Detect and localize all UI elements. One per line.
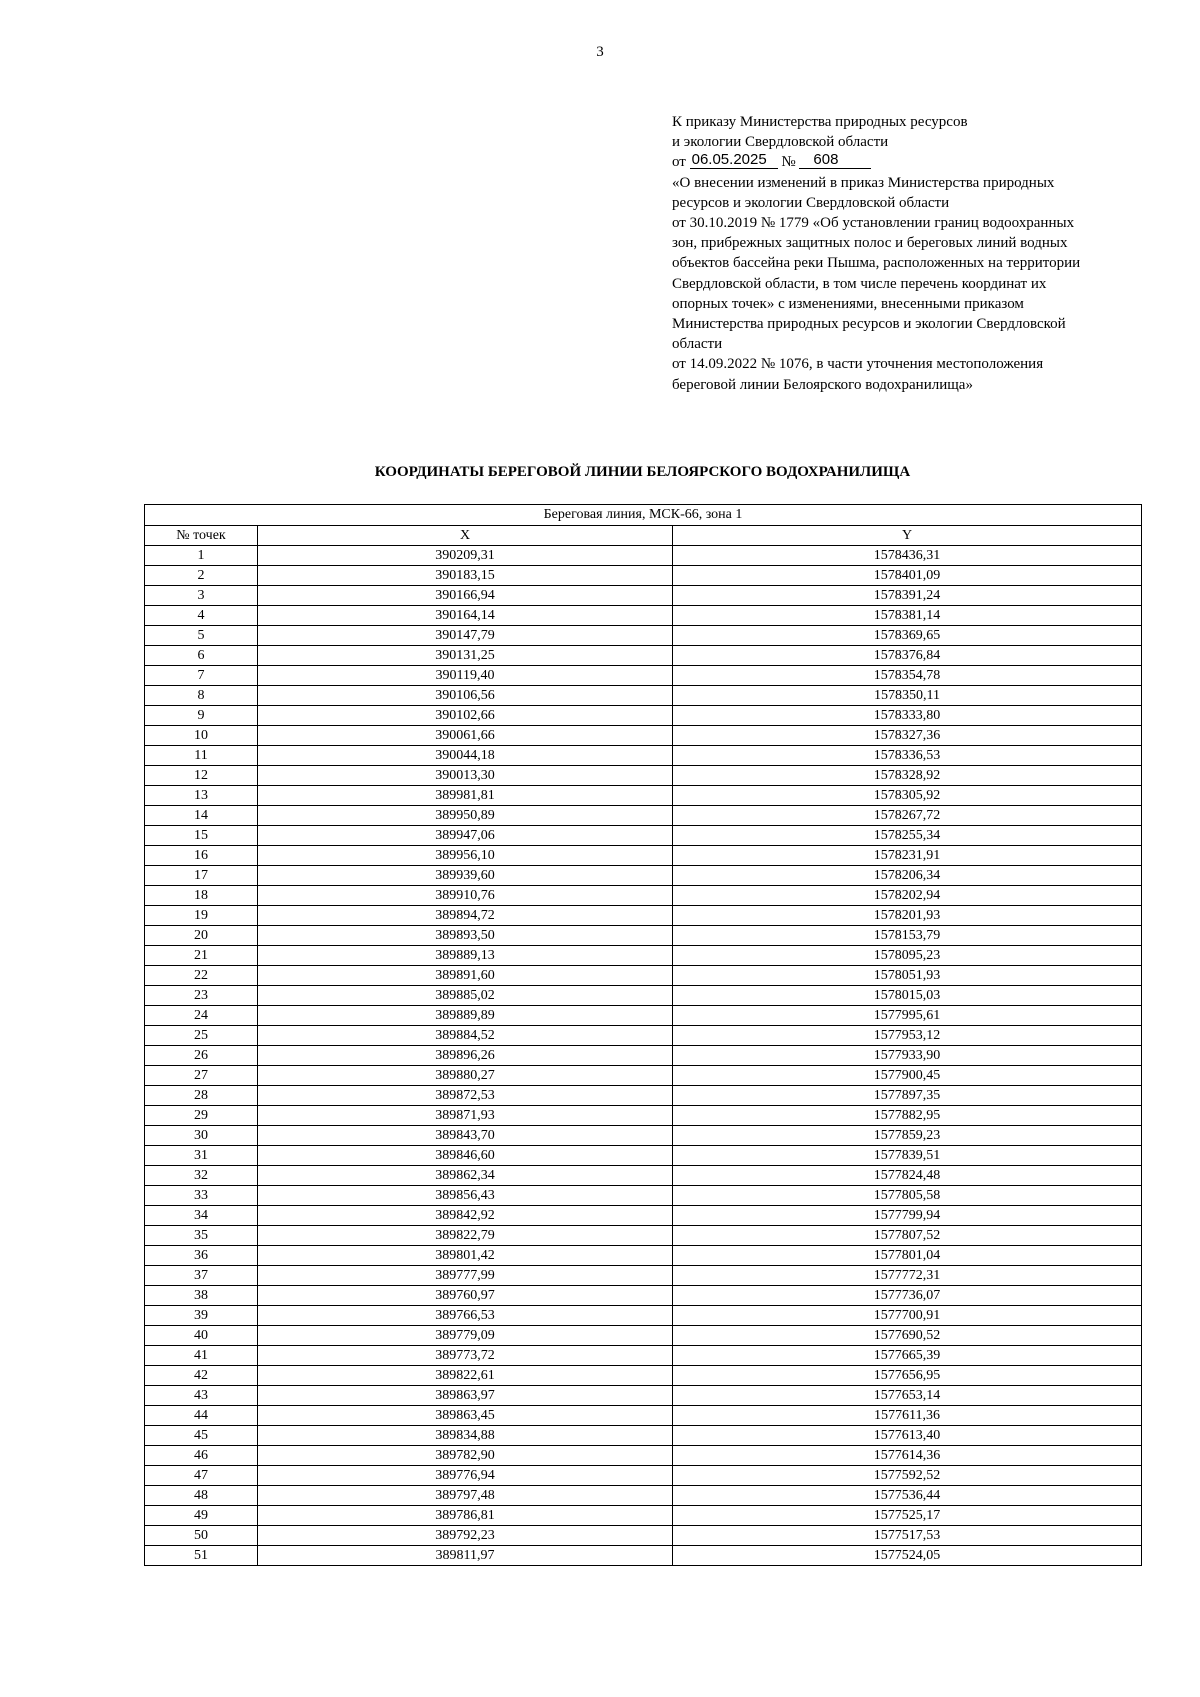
x-coordinate-cell: 389846,60 (258, 1146, 673, 1166)
x-coordinate-cell: 389856,43 (258, 1186, 673, 1206)
table-row (145, 1246, 1142, 1266)
y-coordinate-cell: 1578051,93 (673, 966, 1142, 986)
x-coordinate-cell: 390119,40 (258, 666, 673, 686)
y-coordinate-cell: 1577805,58 (673, 1186, 1142, 1206)
table-body (145, 546, 1142, 1566)
point-number-cell: 48 (145, 1486, 258, 1506)
table-row (145, 1386, 1142, 1406)
point-number-cell: 45 (145, 1426, 258, 1446)
order-date-number-line (672, 152, 1132, 172)
x-coordinate-cell: 389776,94 (258, 1466, 673, 1486)
order-title-line: от 30.10.2019 № 1779 «Об установлении границ водоохранных (672, 215, 1075, 232)
point-number-cell: 10 (145, 726, 258, 746)
x-coordinate-cell: 390164,14 (258, 606, 673, 626)
y-coordinate-cell: 1578336,53 (673, 746, 1142, 766)
table-row (145, 646, 1142, 666)
table-row (145, 1066, 1142, 1086)
x-coordinate-cell: 389792,23 (258, 1526, 673, 1546)
y-coordinate-cell: 1578327,36 (673, 726, 1142, 746)
table-row (145, 1226, 1142, 1246)
table-row (145, 1486, 1142, 1506)
x-coordinate-cell: 389843,70 (258, 1126, 673, 1146)
point-number-cell: 21 (145, 946, 258, 966)
table-row (145, 1506, 1142, 1526)
x-coordinate-cell: 389871,93 (258, 1106, 673, 1126)
point-number-cell: 41 (145, 1346, 258, 1366)
point-number-cell: 9 (145, 706, 258, 726)
y-coordinate-cell: 1578255,34 (673, 826, 1142, 846)
x-coordinate-cell: 389811,97 (258, 1546, 673, 1566)
table-row (145, 926, 1142, 946)
order-reference-line: и экологии Свердловской области (672, 134, 889, 151)
point-number-cell: 2 (145, 566, 258, 586)
y-coordinate-cell: 1578391,24 (673, 586, 1142, 606)
x-coordinate-cell: 389947,06 (258, 826, 673, 846)
table-row (145, 1186, 1142, 1206)
point-number-cell: 6 (145, 646, 258, 666)
x-coordinate-cell: 389863,45 (258, 1406, 673, 1426)
table-row (145, 1466, 1142, 1486)
y-coordinate-cell: 1578305,92 (673, 786, 1142, 806)
point-number-cell: 4 (145, 606, 258, 626)
point-number-cell: 8 (145, 686, 258, 706)
x-coordinate-cell: 389822,61 (258, 1366, 673, 1386)
point-number-cell: 26 (145, 1046, 258, 1066)
table-row (145, 826, 1142, 846)
y-coordinate-cell: 1577799,94 (673, 1206, 1142, 1226)
document-title: КООРДИНАТЫ БЕРЕГОВОЙ ЛИНИИ БЕЛОЯРСКОГО ВОДОХРАНИЛИЩА (374, 464, 911, 480)
column-header-x: X (258, 526, 673, 546)
point-number-cell: 30 (145, 1126, 258, 1146)
x-coordinate-cell: 389894,72 (258, 906, 673, 926)
table-row (145, 1306, 1142, 1326)
table-row (145, 1086, 1142, 1106)
point-number-cell: 49 (145, 1506, 258, 1526)
x-coordinate-cell: 389981,81 (258, 786, 673, 806)
y-coordinate-cell: 1578369,65 (673, 626, 1142, 646)
table-row (145, 966, 1142, 986)
order-date: 06.05.2025 (690, 152, 778, 169)
table-row (145, 1526, 1142, 1546)
table-row (145, 946, 1142, 966)
x-coordinate-cell: 389950,89 (258, 806, 673, 826)
point-number-cell: 42 (145, 1366, 258, 1386)
y-coordinate-cell: 1577690,52 (673, 1326, 1142, 1346)
x-coordinate-cell: 389885,02 (258, 986, 673, 1006)
point-number-cell: 3 (145, 586, 258, 606)
x-coordinate-cell: 389891,60 (258, 966, 673, 986)
point-number-cell: 40 (145, 1326, 258, 1346)
y-coordinate-cell: 1577897,35 (673, 1086, 1142, 1106)
point-number-cell: 39 (145, 1306, 258, 1326)
x-coordinate-cell: 390147,79 (258, 626, 673, 646)
x-coordinate-cell: 389956,10 (258, 846, 673, 866)
y-coordinate-cell: 1577736,07 (673, 1286, 1142, 1306)
y-coordinate-cell: 1578381,14 (673, 606, 1142, 626)
order-title-line: береговой линии Белоярского водохранилища» (672, 376, 973, 393)
table-row (145, 806, 1142, 826)
y-coordinate-cell: 1578095,23 (673, 946, 1142, 966)
x-coordinate-cell: 389872,53 (258, 1086, 673, 1106)
from-prefix: от (672, 154, 686, 171)
point-number-cell: 1 (145, 546, 258, 566)
y-coordinate-cell: 1577801,04 (673, 1246, 1142, 1266)
x-coordinate-cell: 389801,42 (258, 1246, 673, 1266)
point-number-cell: 20 (145, 926, 258, 946)
point-number-cell: 24 (145, 1006, 258, 1026)
point-number-cell: 5 (145, 626, 258, 646)
y-coordinate-cell: 1578354,78 (673, 666, 1142, 686)
x-coordinate-cell: 389884,52 (258, 1026, 673, 1046)
x-coordinate-cell: 389910,76 (258, 886, 673, 906)
x-coordinate-cell: 389782,90 (258, 1446, 673, 1466)
y-coordinate-cell: 1577900,45 (673, 1066, 1142, 1086)
point-number-cell: 22 (145, 966, 258, 986)
y-coordinate-cell: 1578436,31 (673, 546, 1142, 566)
order-title-line: Министерства природных ресурсов и экологии Свердловской (672, 316, 1066, 333)
y-coordinate-cell: 1577933,90 (673, 1046, 1142, 1066)
point-number-cell: 25 (145, 1026, 258, 1046)
y-coordinate-cell: 1577524,05 (673, 1546, 1142, 1566)
order-title-lines (672, 173, 1132, 395)
x-coordinate-cell: 389863,97 (258, 1386, 673, 1406)
x-coordinate-cell: 390183,15 (258, 566, 673, 586)
y-coordinate-cell: 1577839,51 (673, 1146, 1142, 1166)
order-number: 608 (799, 152, 871, 169)
y-coordinate-cell: 1577611,36 (673, 1406, 1142, 1426)
point-number-cell: 33 (145, 1186, 258, 1206)
table-row (145, 1366, 1142, 1386)
point-number-cell: 27 (145, 1066, 258, 1086)
order-title-line: от 14.09.2022 № 1076, в части уточнения местоположения (672, 356, 1044, 373)
table-row (145, 866, 1142, 886)
point-number-cell: 15 (145, 826, 258, 846)
point-number-cell: 51 (145, 1546, 258, 1566)
table-row (145, 766, 1142, 786)
point-number-cell: 23 (145, 986, 258, 1006)
coordinates-table (144, 504, 1142, 1566)
point-number-cell: 7 (145, 666, 258, 686)
point-number-cell: 31 (145, 1146, 258, 1166)
point-number-cell: 44 (145, 1406, 258, 1426)
point-number-cell: 37 (145, 1266, 258, 1286)
x-coordinate-cell: 389896,26 (258, 1046, 673, 1066)
point-number-cell: 47 (145, 1466, 258, 1486)
order-title-line: ресурсов и экологии Свердловской области (672, 194, 950, 211)
point-number-cell: 16 (145, 846, 258, 866)
x-coordinate-cell: 389797,48 (258, 1486, 673, 1506)
y-coordinate-cell: 1577772,31 (673, 1266, 1142, 1286)
y-coordinate-cell: 1577953,12 (673, 1026, 1142, 1046)
x-coordinate-cell: 389777,99 (258, 1266, 673, 1286)
table-row (145, 1006, 1142, 1026)
point-number-cell: 18 (145, 886, 258, 906)
y-coordinate-cell: 1577613,40 (673, 1426, 1142, 1446)
x-coordinate-cell: 389834,88 (258, 1426, 673, 1446)
x-coordinate-cell: 389893,50 (258, 926, 673, 946)
y-coordinate-cell: 1577592,52 (673, 1466, 1142, 1486)
x-coordinate-cell: 389880,27 (258, 1066, 673, 1086)
table-row (145, 1126, 1142, 1146)
y-coordinate-cell: 1577807,52 (673, 1226, 1142, 1246)
order-title-line: «О внесении изменений в приказ Министерства природных (672, 174, 1055, 191)
y-coordinate-cell: 1578206,34 (673, 866, 1142, 886)
point-number-cell: 13 (145, 786, 258, 806)
y-coordinate-cell: 1577653,14 (673, 1386, 1142, 1406)
point-number-cell: 43 (145, 1386, 258, 1406)
point-number-cell: 14 (145, 806, 258, 826)
column-header-y: Y (673, 526, 1142, 546)
point-number-cell: 29 (145, 1106, 258, 1126)
order-title-line: области (672, 336, 723, 353)
x-coordinate-cell: 389786,81 (258, 1506, 673, 1526)
point-number-cell: 32 (145, 1166, 258, 1186)
y-coordinate-cell: 1578153,79 (673, 926, 1142, 946)
order-reference-line: К приказу Министерства природных ресурсов (672, 114, 968, 130)
order-title-line: объектов бассейна реки Пышма, расположенных на территории (672, 255, 1081, 272)
table-row (145, 1146, 1142, 1166)
order-title-line: зон, прибрежных защитных полос и береговых линий водных (672, 235, 1068, 252)
y-coordinate-cell: 1578401,09 (673, 566, 1142, 586)
table-row (145, 586, 1142, 606)
table-row (145, 1326, 1142, 1346)
x-coordinate-cell: 390102,66 (258, 706, 673, 726)
x-coordinate-cell: 390013,30 (258, 766, 673, 786)
y-coordinate-cell: 1577536,44 (673, 1486, 1142, 1506)
number-sign: № (781, 154, 796, 171)
table-row (145, 686, 1142, 706)
table-row (145, 746, 1142, 766)
table-row (145, 986, 1142, 1006)
x-coordinate-cell: 389773,72 (258, 1346, 673, 1366)
table-caption: Береговая линия, МСК-66, зона 1 (145, 505, 1142, 526)
x-coordinate-cell: 389862,34 (258, 1166, 673, 1186)
point-number-cell: 50 (145, 1526, 258, 1546)
table-row (145, 606, 1142, 626)
x-coordinate-cell: 389779,09 (258, 1326, 673, 1346)
table-row (145, 546, 1142, 566)
y-coordinate-cell: 1577656,95 (673, 1366, 1142, 1386)
y-coordinate-cell: 1578333,80 (673, 706, 1142, 726)
table-row (145, 786, 1142, 806)
x-coordinate-cell: 390166,94 (258, 586, 673, 606)
y-coordinate-cell: 1577517,53 (673, 1526, 1142, 1546)
y-coordinate-cell: 1578376,84 (673, 646, 1142, 666)
table-row (145, 566, 1142, 586)
point-number-cell: 19 (145, 906, 258, 926)
table-row (145, 666, 1142, 686)
x-coordinate-cell: 389889,89 (258, 1006, 673, 1026)
table-row (145, 726, 1142, 746)
table-row (145, 886, 1142, 906)
y-coordinate-cell: 1578267,72 (673, 806, 1142, 826)
x-coordinate-cell: 389842,92 (258, 1206, 673, 1226)
y-coordinate-cell: 1578328,92 (673, 766, 1142, 786)
table-row (145, 1026, 1142, 1046)
y-coordinate-cell: 1577882,95 (673, 1106, 1142, 1126)
point-number-cell: 12 (145, 766, 258, 786)
x-coordinate-cell: 390044,18 (258, 746, 673, 766)
point-number-cell: 34 (145, 1206, 258, 1226)
point-number-cell: 17 (145, 866, 258, 886)
point-number-cell: 11 (145, 746, 258, 766)
order-title-line: Свердловской области, в том числе перечень координат их (672, 275, 1047, 292)
y-coordinate-cell: 1578201,93 (673, 906, 1142, 926)
table-row (145, 1206, 1142, 1226)
x-coordinate-cell: 389939,60 (258, 866, 673, 886)
table-row (145, 626, 1142, 646)
table-row (145, 1426, 1142, 1446)
x-coordinate-cell: 389889,13 (258, 946, 673, 966)
y-coordinate-cell: 1577525,17 (673, 1506, 1142, 1526)
table-row (145, 1446, 1142, 1466)
table-row (145, 1406, 1142, 1426)
table-row (145, 706, 1142, 726)
x-coordinate-cell: 390061,66 (258, 726, 673, 746)
table-row (145, 846, 1142, 866)
table-row (145, 1046, 1142, 1066)
order-title-line: опорных точек» с изменениями, внесенными приказом (672, 295, 1024, 312)
table-row (145, 1166, 1142, 1186)
x-coordinate-cell: 390106,56 (258, 686, 673, 706)
table-row (145, 1546, 1142, 1566)
table-row (145, 1266, 1142, 1286)
x-coordinate-cell: 390209,31 (258, 546, 673, 566)
point-number-cell: 35 (145, 1226, 258, 1246)
table-row (145, 1286, 1142, 1306)
page-number: 3 (596, 44, 604, 60)
y-coordinate-cell: 1577614,36 (673, 1446, 1142, 1466)
table-row (145, 1106, 1142, 1126)
point-number-cell: 38 (145, 1286, 258, 1306)
x-coordinate-cell: 389766,53 (258, 1306, 673, 1326)
y-coordinate-cell: 1577824,48 (673, 1166, 1142, 1186)
y-coordinate-cell: 1577995,61 (673, 1006, 1142, 1026)
table-row (145, 1346, 1142, 1366)
table-row (145, 906, 1142, 926)
x-coordinate-cell: 390131,25 (258, 646, 673, 666)
y-coordinate-cell: 1577665,39 (673, 1346, 1142, 1366)
x-coordinate-cell: 389822,79 (258, 1226, 673, 1246)
y-coordinate-cell: 1578015,03 (673, 986, 1142, 1006)
point-number-cell: 28 (145, 1086, 258, 1106)
y-coordinate-cell: 1578350,11 (673, 686, 1142, 706)
order-reference-block (672, 112, 1132, 395)
point-number-cell: 46 (145, 1446, 258, 1466)
x-coordinate-cell: 389760,97 (258, 1286, 673, 1306)
y-coordinate-cell: 1578231,91 (673, 846, 1142, 866)
column-header-point-number: № точек (145, 526, 258, 546)
point-number-cell: 36 (145, 1246, 258, 1266)
y-coordinate-cell: 1577700,91 (673, 1306, 1142, 1326)
y-coordinate-cell: 1577859,23 (673, 1126, 1142, 1146)
y-coordinate-cell: 1578202,94 (673, 886, 1142, 906)
